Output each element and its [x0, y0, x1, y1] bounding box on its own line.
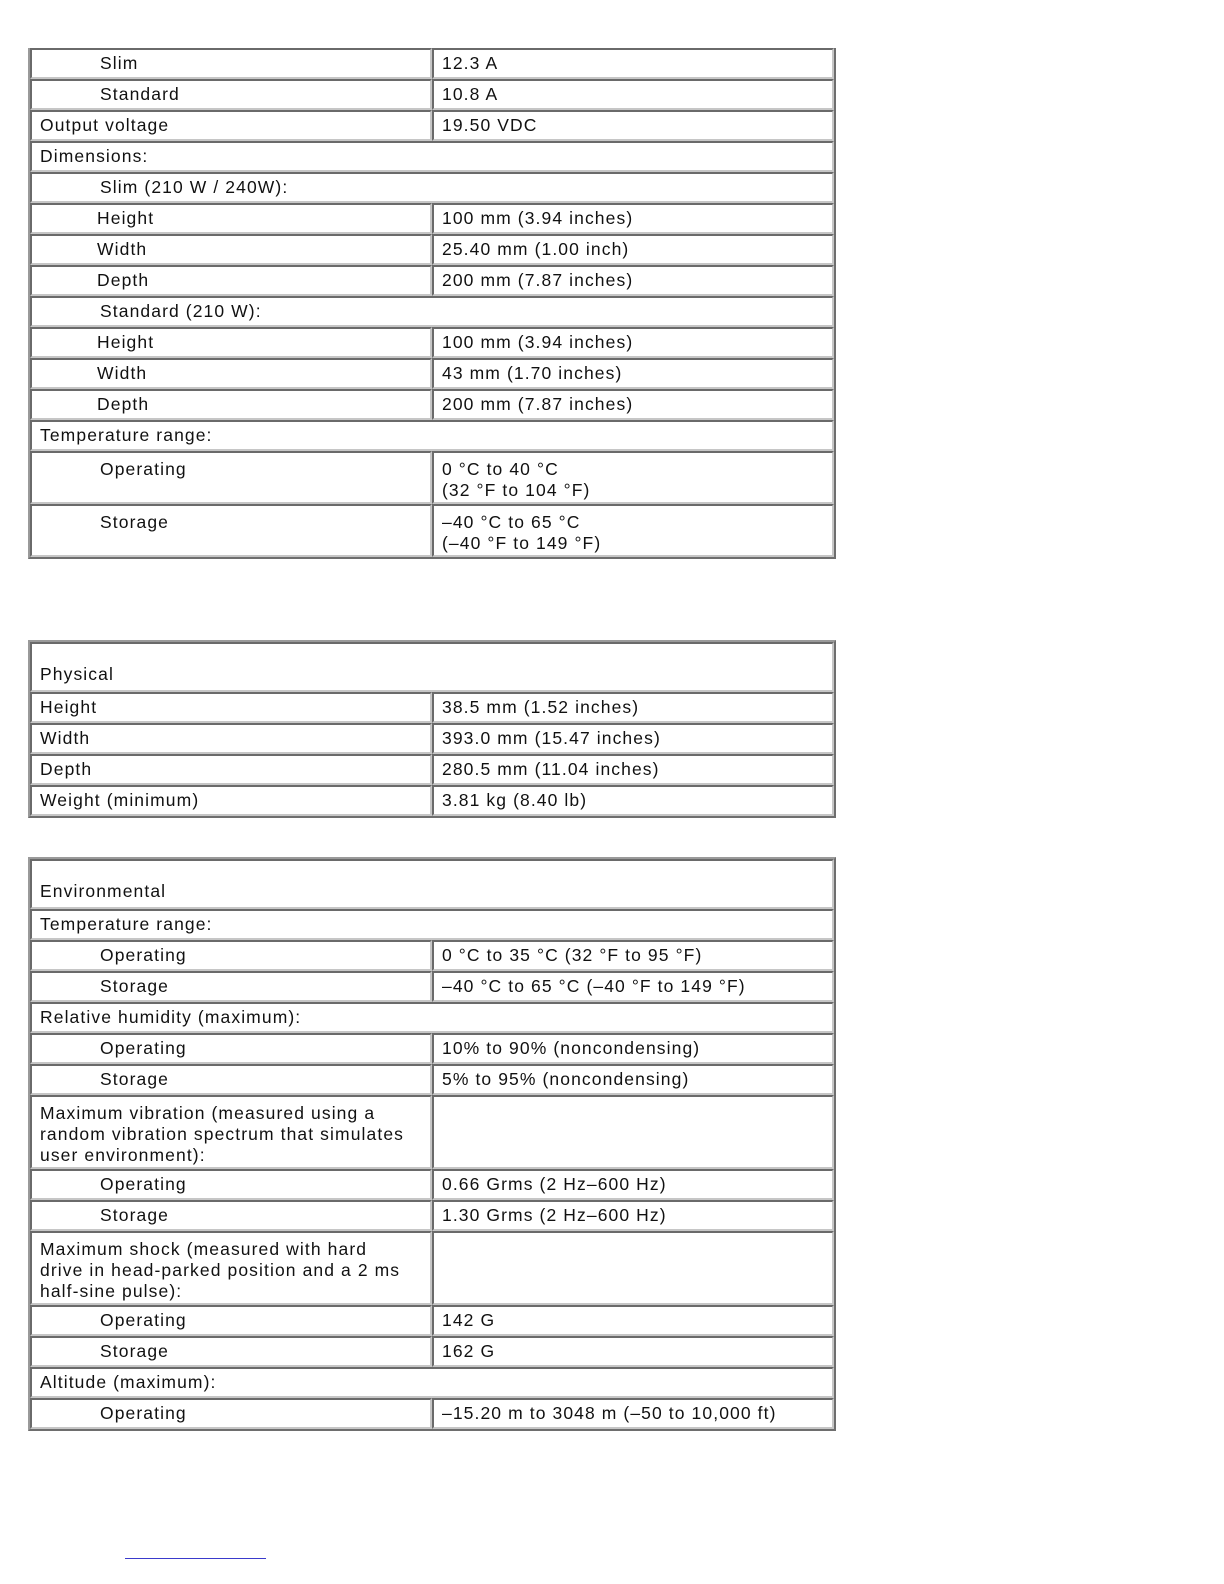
row-label: Depth [30, 754, 432, 785]
row-label: Storage [30, 1336, 432, 1367]
table-row [30, 785, 834, 816]
table-row [30, 1398, 834, 1429]
row-label: Storage [30, 504, 432, 557]
row-value: 10.8 A [432, 79, 834, 110]
table-row [30, 48, 834, 79]
table-row [30, 723, 834, 754]
row-value: 1.30 Grms (2 Hz–600 Hz) [432, 1200, 834, 1231]
value-line: –40 °C to 65 °C [442, 512, 581, 532]
row-value: 38.5 mm (1.52 inches) [432, 692, 834, 723]
label-line: random vibration spectrum that simulates [40, 1124, 404, 1144]
row-value [432, 1231, 834, 1305]
row-value: 100 mm (3.94 inches) [432, 203, 834, 234]
row-label: Width [30, 723, 432, 754]
table-row [30, 692, 834, 723]
table-row [30, 79, 834, 110]
value-line: 0 °C to 40 °C [442, 459, 559, 479]
table-row [30, 1033, 834, 1064]
table-row [30, 451, 834, 504]
row-value: 12.3 A [432, 48, 834, 79]
table-header-row [30, 859, 834, 909]
row-value: 0 °C to 35 °C (32 °F to 95 °F) [432, 940, 834, 971]
row-label: Standard [30, 79, 432, 110]
row-value: 280.5 mm (11.04 inches) [432, 754, 834, 785]
label-line: drive in head-parked position and a 2 ms [40, 1260, 401, 1280]
subsection-row [30, 296, 834, 327]
row-value: 200 mm (7.87 inches) [432, 265, 834, 296]
row-value: 0.66 Grms (2 Hz–600 Hz) [432, 1169, 834, 1200]
table-row [30, 1336, 834, 1367]
row-value: 200 mm (7.87 inches) [432, 389, 834, 420]
section-row [30, 1367, 834, 1398]
row-label: Storage [30, 971, 432, 1002]
row-label: Width [30, 234, 432, 265]
row-label: Operating [30, 940, 432, 971]
row-value [432, 451, 834, 504]
row-value: –40 °C to 65 °C (–40 °F to 149 °F) [432, 971, 834, 1002]
subsection-label: Standard (210 W): [30, 296, 834, 327]
table-row [30, 110, 834, 141]
row-label: Height [30, 203, 432, 234]
row-label: Depth [30, 389, 432, 420]
row-value: 19.50 VDC [432, 110, 834, 141]
row-value: 162 G [432, 1336, 834, 1367]
subsection-label: Slim (210 W / 240W): [30, 172, 834, 203]
row-label: Height [30, 692, 432, 723]
row-label: Operating [30, 451, 432, 504]
table-row [30, 1064, 834, 1095]
table-row [30, 358, 834, 389]
section-label: Altitude (maximum): [30, 1367, 834, 1398]
row-value: 100 mm (3.94 inches) [432, 327, 834, 358]
row-label: Operating [30, 1033, 432, 1064]
table-title: Environmental [30, 859, 834, 909]
table-row [30, 389, 834, 420]
footer-link-underline[interactable] [125, 1558, 266, 1559]
row-value: 393.0 mm (15.47 inches) [432, 723, 834, 754]
value-line: (–40 °F to 149 °F) [442, 533, 602, 553]
power-adapter-spec-table [28, 48, 836, 559]
table-title: Physical [30, 642, 834, 692]
row-value [432, 1095, 834, 1169]
table-row [30, 1305, 834, 1336]
row-value [432, 504, 834, 557]
section-label: Temperature range: [30, 909, 834, 940]
row-label: Storage [30, 1064, 432, 1095]
row-label: Operating [30, 1169, 432, 1200]
physical-spec-table [28, 640, 836, 818]
row-label: Storage [30, 1200, 432, 1231]
label-line: half-sine pulse): [40, 1281, 183, 1301]
row-value: 25.40 mm (1.00 inch) [432, 234, 834, 265]
row-label: Height [30, 327, 432, 358]
row-value: 5% to 95% (noncondensing) [432, 1064, 834, 1095]
row-label [30, 1095, 432, 1169]
value-line: (32 °F to 104 °F) [442, 480, 591, 500]
table-header-row [30, 642, 834, 692]
table-row [30, 327, 834, 358]
label-line: Maximum vibration (measured using a [40, 1103, 376, 1123]
row-value: 3.81 kg (8.40 lb) [432, 785, 834, 816]
table-row [30, 265, 834, 296]
table-row [30, 940, 834, 971]
section-row [30, 909, 834, 940]
row-value: 142 G [432, 1305, 834, 1336]
row-value: 10% to 90% (noncondensing) [432, 1033, 834, 1064]
label-line: user environment): [40, 1145, 206, 1165]
section-row [30, 420, 834, 451]
table-row [30, 504, 834, 557]
row-label: Operating [30, 1305, 432, 1336]
row-value: –15.20 m to 3048 m (–50 to 10,000 ft) [432, 1398, 834, 1429]
label-line: Maximum shock (measured with hard [40, 1239, 368, 1259]
section-row [30, 1231, 834, 1305]
table-row [30, 234, 834, 265]
row-label [30, 1231, 432, 1305]
section-label: Dimensions: [30, 141, 834, 172]
section-row [30, 1095, 834, 1169]
row-label: Width [30, 358, 432, 389]
table-row [30, 971, 834, 1002]
table-row [30, 754, 834, 785]
row-label: Output voltage [30, 110, 432, 141]
section-row [30, 141, 834, 172]
table-row [30, 1169, 834, 1200]
section-row [30, 1002, 834, 1033]
section-label: Temperature range: [30, 420, 834, 451]
row-label: Depth [30, 265, 432, 296]
environmental-spec-table [28, 857, 836, 1431]
row-value: 43 mm (1.70 inches) [432, 358, 834, 389]
table-row [30, 203, 834, 234]
table-row [30, 1200, 834, 1231]
section-label: Relative humidity (maximum): [30, 1002, 834, 1033]
row-label: Slim [30, 48, 432, 79]
row-label: Weight (minimum) [30, 785, 432, 816]
subsection-row [30, 172, 834, 203]
row-label: Operating [30, 1398, 432, 1429]
